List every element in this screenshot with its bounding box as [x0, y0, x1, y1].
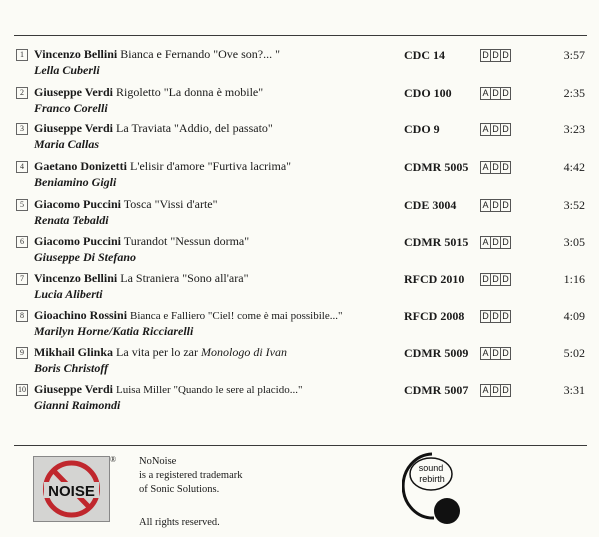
performer: Lucia Aliberti	[34, 287, 103, 301]
top-divider	[14, 35, 587, 36]
track-number: 7	[16, 273, 28, 285]
track-title-line	[34, 345, 287, 360]
track-row	[16, 272, 588, 308]
bottom-divider	[14, 445, 587, 446]
spars-code	[480, 347, 510, 360]
spars-letter: D	[500, 384, 511, 397]
composer: Vincenzo Bellini	[34, 271, 118, 285]
performer: Boris Christoff	[34, 361, 109, 375]
work-title: La vita per lo zar	[116, 345, 198, 359]
track-row	[16, 86, 588, 122]
track-number: 6	[16, 236, 28, 248]
rebirth-logo-word: rebirth	[419, 474, 445, 484]
spars-letter: D	[500, 161, 511, 174]
track-duration: 1:16	[563, 272, 585, 286]
spars-letter: D	[500, 273, 511, 286]
spars-letter: D	[490, 87, 501, 100]
work-title: Turandot "Nessun dorma"	[123, 234, 250, 248]
spars-code	[480, 123, 510, 136]
spars-code	[480, 310, 510, 323]
spars-code	[480, 199, 510, 212]
spars-letter: D	[480, 49, 491, 62]
spars-letter: D	[490, 123, 501, 136]
performer: Lella Cuberli	[34, 63, 100, 77]
spars-letter: D	[490, 236, 501, 249]
trademark-notice	[139, 455, 243, 497]
spars-letter: D	[490, 199, 501, 212]
catalog-number: CDMR 5015	[404, 235, 469, 249]
spars-letter: A	[480, 123, 491, 136]
spars-letter: D	[480, 273, 491, 286]
track-duration: 4:42	[563, 160, 585, 174]
composer: Gaetano Donizetti	[34, 159, 127, 173]
work-title: Bianca e Fernando "Ove son?... "	[120, 47, 280, 61]
composer: Mikhail Glinka	[34, 345, 114, 359]
track-row	[16, 48, 588, 84]
catalog-number: CDMR 5005	[404, 160, 469, 174]
catalog-number: CDE 3004	[404, 198, 457, 212]
composer: Gioachino Rossini	[34, 308, 128, 322]
track-title-line	[34, 234, 249, 249]
track-duration: 3:31	[563, 383, 585, 397]
spars-letter: D	[500, 87, 511, 100]
spars-letter: D	[490, 49, 501, 62]
work-subtitle: Monologo di Ivan	[201, 345, 287, 359]
track-number: 10	[18, 385, 26, 394]
spars-code	[480, 384, 510, 397]
composer: Giuseppe Verdi	[34, 121, 114, 135]
track-number: 9	[16, 347, 28, 359]
composer: Giacomo Puccini	[34, 197, 121, 211]
catalog-number: CDO 100	[404, 86, 452, 100]
track-title-line	[34, 159, 291, 174]
work-title: Bianca e Falliero "Ciel! come è mai possibile..."	[130, 310, 343, 322]
work-title: Luisa Miller "Quando le sere al placido..."	[116, 384, 303, 396]
track-duration: 5:02	[563, 346, 585, 360]
spars-letter: D	[490, 161, 501, 174]
track-row	[16, 346, 588, 382]
performer: Franco Corelli	[34, 101, 108, 115]
spars-letter: A	[480, 236, 491, 249]
spars-letter: D	[500, 310, 511, 323]
catalog-number: CDMR 5009	[404, 346, 469, 360]
spars-code	[480, 49, 510, 62]
track-row	[16, 122, 588, 158]
track-row	[16, 383, 588, 419]
track-row	[16, 198, 588, 234]
spars-letter: D	[500, 236, 511, 249]
trademark-line: is a registered trademark	[139, 470, 243, 481]
catalog-number: CDMR 5007	[404, 383, 469, 397]
performer: Maria Callas	[34, 137, 100, 151]
track-duration: 2:35	[563, 86, 585, 100]
track-duration: 3:52	[563, 198, 585, 212]
track-duration: 3:57	[563, 48, 585, 62]
catalog-number: RFCD 2010	[404, 272, 465, 286]
track-number: 8	[16, 310, 28, 322]
spars-letter: D	[490, 384, 501, 397]
track-title-line	[34, 197, 218, 212]
track-number: 1	[16, 49, 28, 61]
performer: Giuseppe Di Stefano	[34, 250, 136, 264]
sound-logo-word: sound	[418, 463, 444, 473]
work-title: La Traviata "Addio, del passato"	[116, 121, 273, 135]
spars-letter: D	[480, 310, 491, 323]
spars-letter: D	[500, 123, 511, 136]
work-title: Tosca "Vissi d'arte"	[123, 197, 218, 211]
track-title-line	[34, 121, 273, 136]
work-title: Rigoletto "La donna è mobile"	[116, 85, 264, 99]
spars-code	[480, 236, 510, 249]
nonoise-logo	[33, 456, 110, 522]
track-row	[16, 235, 588, 271]
track-number: 2	[16, 87, 28, 99]
catalog-number: RFCD 2008	[404, 309, 465, 323]
spars-letter: A	[480, 384, 491, 397]
track-number: 4	[16, 161, 28, 173]
spars-letter: A	[480, 199, 491, 212]
rights-notice: All rights reserved.	[139, 517, 220, 528]
track-title-line	[34, 308, 342, 323]
spars-letter: A	[480, 347, 491, 360]
spars-letter: A	[480, 87, 491, 100]
spars-letter: A	[480, 161, 491, 174]
performer: Renata Tebaldi	[34, 213, 109, 227]
performer: Beniamino Gigli	[34, 175, 117, 189]
spars-letter: D	[490, 273, 501, 286]
track-title-line	[34, 271, 248, 286]
spars-letter: D	[490, 347, 501, 360]
trademark-line: NoNoise	[139, 456, 177, 467]
track-title-line	[34, 47, 280, 62]
performer: Gianni Raimondi	[34, 398, 121, 412]
noise-logo-text: NOISE	[48, 483, 95, 500]
spars-letter: D	[500, 199, 511, 212]
track-row	[16, 309, 588, 345]
composer: Giuseppe Verdi	[34, 85, 114, 99]
track-duration: 3:05	[563, 235, 585, 249]
track-number: 3	[16, 123, 28, 135]
track-duration: 3:23	[563, 122, 585, 136]
sound-rebirth-logo	[402, 450, 464, 530]
registered-mark: ®	[110, 455, 117, 464]
work-title: La Straniera "Sono all'ara"	[120, 271, 249, 285]
spars-letter: D	[500, 347, 511, 360]
no-noise-icon	[34, 457, 109, 521]
trademark-line: of Sonic Solutions.	[139, 484, 220, 495]
catalog-number: CDC 14	[404, 48, 445, 62]
composer: Giacomo Puccini	[34, 234, 121, 248]
composer: Giuseppe Verdi	[34, 382, 114, 396]
track-title-line	[34, 85, 263, 100]
spars-letter: D	[500, 49, 511, 62]
track-row	[16, 160, 588, 196]
spars-code	[480, 273, 510, 286]
composer: Vincenzo Bellini	[34, 47, 118, 61]
spars-letter: D	[490, 310, 501, 323]
track-duration: 4:09	[563, 309, 585, 323]
track-title-line	[34, 382, 302, 397]
performer: Marilyn Horne/Katia Ricciarelli	[34, 324, 194, 338]
spars-code	[480, 161, 510, 174]
work-title: L'elisir d'amore "Furtiva lacrima"	[129, 159, 292, 173]
catalog-number: CDO 9	[404, 122, 440, 136]
spars-code	[480, 87, 510, 100]
track-number: 5	[16, 199, 28, 211]
